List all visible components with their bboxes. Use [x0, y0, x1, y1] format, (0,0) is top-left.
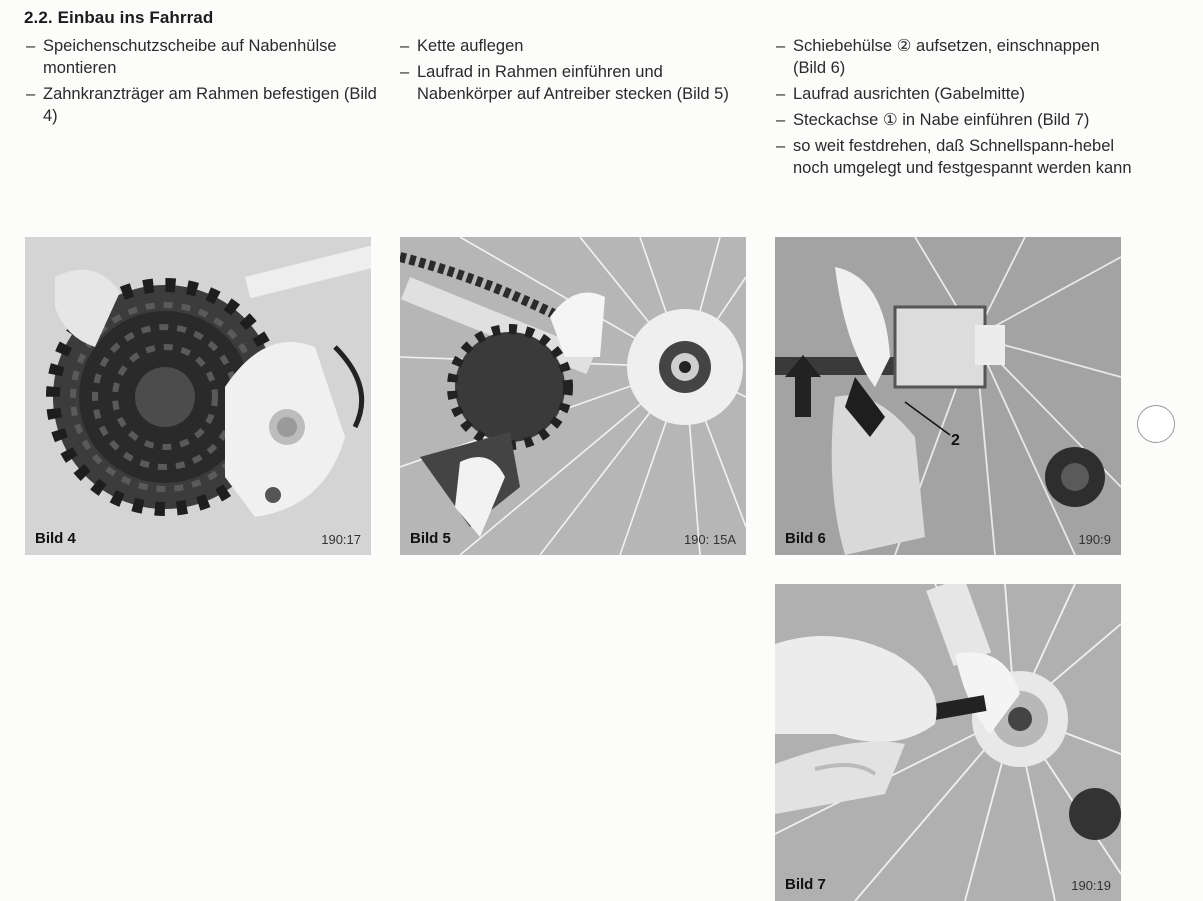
- figure-bild-4: [25, 237, 371, 555]
- figure-reference-number: 190:17: [321, 532, 361, 547]
- instruction-item: – Speichenschutzscheibe auf Nabenhülse montieren: [26, 35, 396, 79]
- figure-caption: Bild 7: [785, 876, 826, 893]
- instruction-item: – Laufrad in Rahmen einführen und Nabenkörper auf Antreiber stecken (Bild 5): [400, 61, 730, 105]
- axle-insertion-illustration: [775, 584, 1121, 901]
- figure-reference-number: 190:19: [1071, 878, 1111, 893]
- figure-bild-7: [775, 584, 1121, 901]
- cassette-illustration: [25, 237, 371, 555]
- section-heading: 2.2. Einbau ins Fahrrad: [24, 8, 214, 27]
- instruction-column-3: [776, 35, 1136, 183]
- instruction-item: – so weit festdrehen, daß Schnellspann-hebel noch umgelegt und festgespannt werden kann: [776, 135, 1136, 179]
- figure-caption: Bild 5: [410, 530, 451, 547]
- instruction-item: – Kette auflegen: [400, 35, 730, 57]
- callout-number: 2: [951, 432, 960, 449]
- instruction-item: – Steckachse ① in Nabe einführen (Bild 7): [776, 109, 1136, 131]
- figure-reference-number: 190:9: [1078, 532, 1111, 547]
- figure-caption: Bild 4: [35, 530, 76, 547]
- figure-reference-number: 190: 15A: [683, 532, 736, 547]
- figure-caption: Bild 6: [785, 530, 826, 547]
- figure-bild-5: [400, 237, 746, 555]
- instruction-item: – Schiebehülse ② aufsetzen, einschnappen (Bild 6): [776, 35, 1136, 79]
- punch-hole: [1137, 405, 1175, 443]
- instruction-column-1: [26, 35, 396, 131]
- instruction-item: – Laufrad ausrichten (Gabelmitte): [776, 83, 1136, 105]
- wheel-insertion-illustration: [400, 237, 746, 555]
- instruction-item: – Zahnkranzträger am Rahmen befestigen (Bild 4): [26, 83, 396, 127]
- figure-bild-6: [775, 237, 1121, 555]
- instruction-column-2: [400, 35, 730, 109]
- sliding-sleeve-illustration: [775, 237, 1121, 555]
